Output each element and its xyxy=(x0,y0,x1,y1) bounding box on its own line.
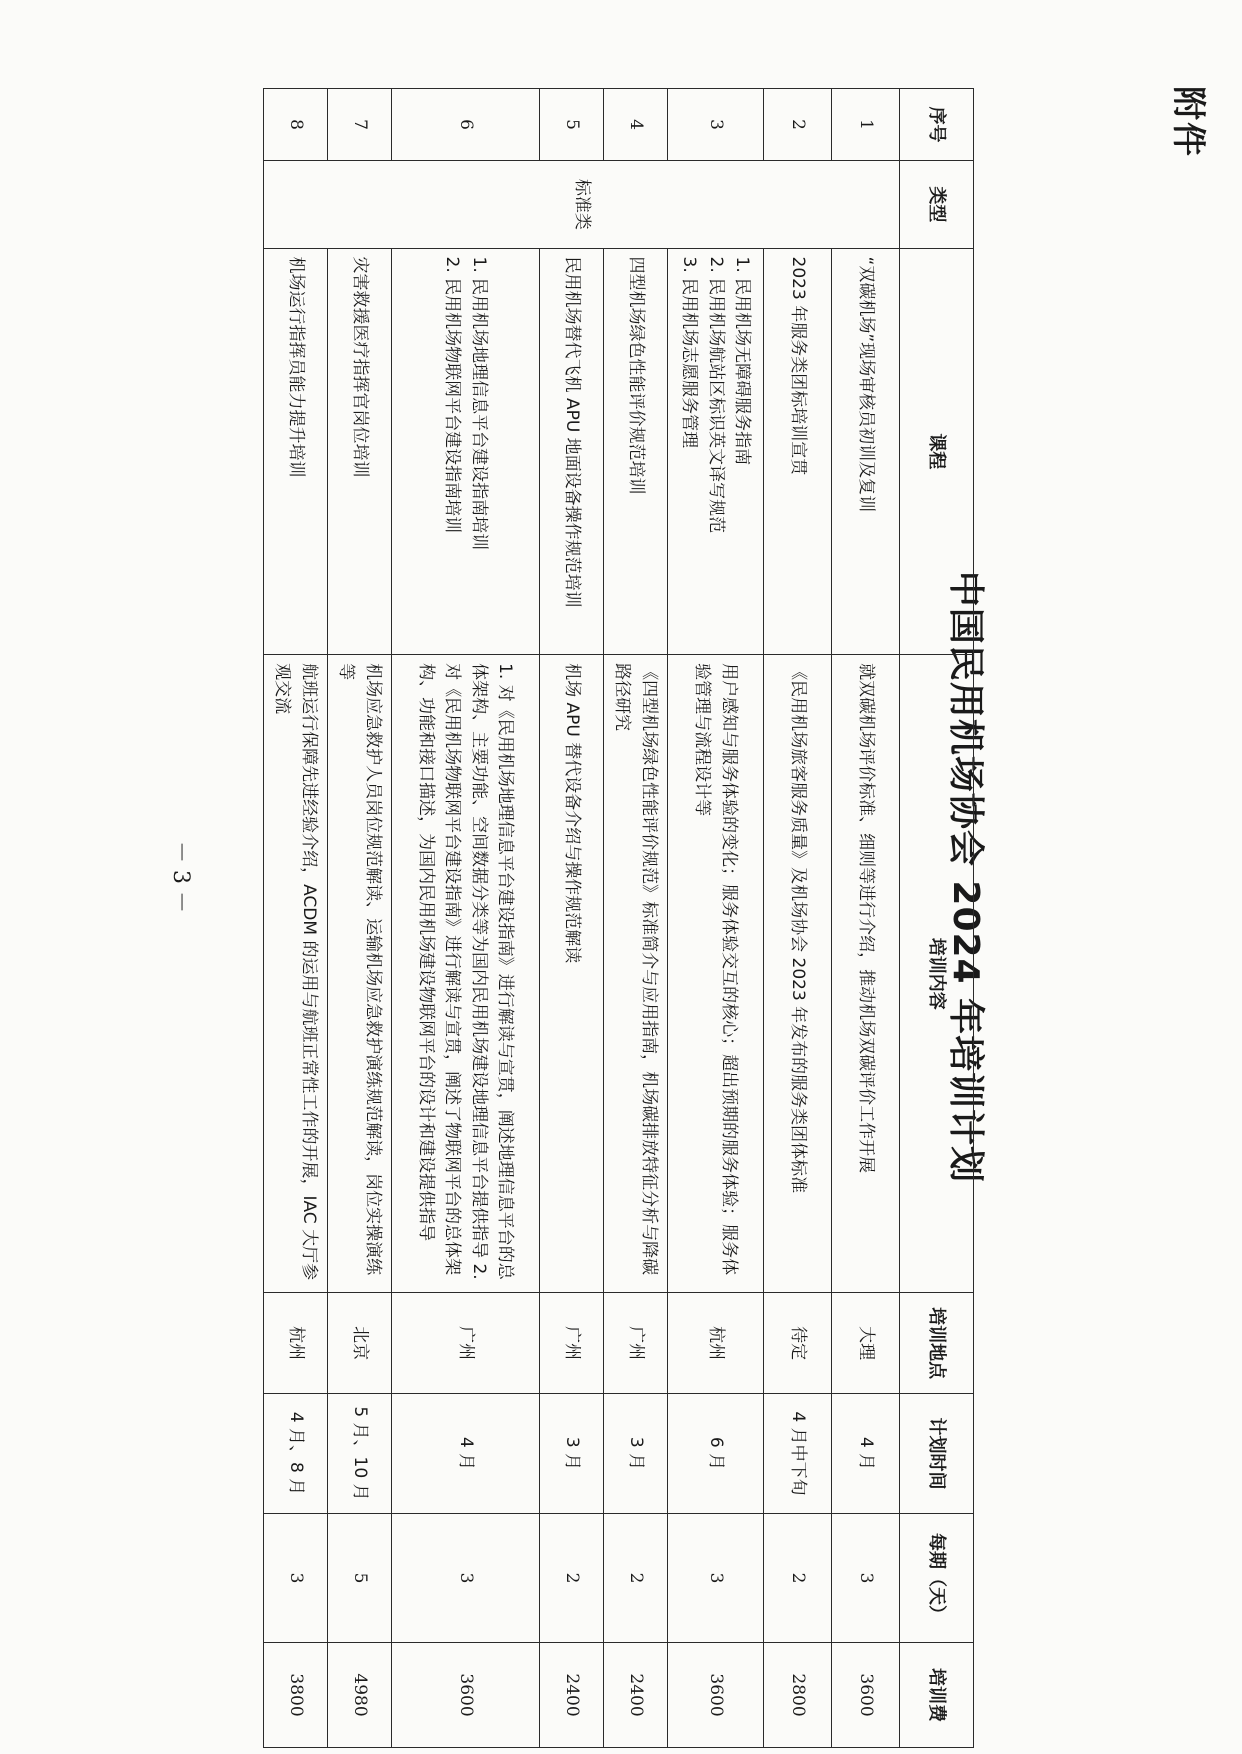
course-line: 3. 民用机场志愿服务管理 xyxy=(679,256,700,449)
header-content: 培训内容 xyxy=(900,655,974,1293)
row-location: 广州 xyxy=(392,1293,540,1394)
row-no: 7 xyxy=(328,89,392,161)
row-course xyxy=(540,248,604,655)
row-time: 3 月 xyxy=(604,1393,668,1513)
row-days: 3 xyxy=(832,1514,900,1643)
row-days: 2 xyxy=(540,1514,604,1643)
course-line: 2023 年服务类团标培训宣贯 xyxy=(787,256,808,476)
row-days: 2 xyxy=(604,1514,668,1643)
page-number: － 3 － xyxy=(168,841,193,913)
row-time: 5 月、10 月 xyxy=(328,1393,392,1513)
row-fee: 3600 xyxy=(668,1643,764,1748)
table-row xyxy=(764,89,832,1748)
header-time: 计划时间 xyxy=(900,1393,974,1513)
header-course: 课程 xyxy=(900,248,974,655)
row-days: 3 xyxy=(264,1514,328,1643)
course-line: 1. 民用机场地理信息平台建设指南培训 xyxy=(468,256,489,551)
row-course xyxy=(392,248,540,655)
row-days: 3 xyxy=(392,1514,540,1643)
table-row xyxy=(392,89,540,1748)
row-no: 3 xyxy=(668,89,764,161)
row-content: 《民用机场旅客服务质量》及机场协会 2023 年发布的服务类团体标准 xyxy=(764,655,832,1293)
row-time: 6 月 xyxy=(668,1393,764,1513)
row-fee: 3600 xyxy=(832,1643,900,1748)
row-days: 3 xyxy=(668,1514,764,1643)
row-course xyxy=(764,248,832,655)
row-no: 1 xyxy=(832,89,900,161)
course-line: 民用机场替代飞机 APU 地面设备操作规范培训 xyxy=(561,256,582,608)
row-time: 3 月 xyxy=(540,1393,604,1513)
table-row xyxy=(668,89,764,1748)
header-location: 培训地点 xyxy=(900,1293,974,1394)
course-line: 1. 民用机场无障碍服务指南 xyxy=(732,256,753,466)
course-line: 2. 民用机场物联网平台建设指南培训 xyxy=(442,256,463,534)
row-content: 机场 APU 替代设备介绍与操作规范解读 xyxy=(540,655,604,1293)
table-row xyxy=(540,89,604,1748)
training-plan-table xyxy=(263,88,974,1748)
row-fee: 4980 xyxy=(328,1643,392,1748)
row-course xyxy=(264,248,328,655)
row-time: 4 月、8 月 xyxy=(264,1393,328,1513)
row-content: 用户感知与服务体验的变化；服务体验交互的核心；超出预期的服务体验；服务体验管理与流程设计等 xyxy=(668,655,764,1293)
row-content: 机场应急救护人员岗位规范解读、运输机场应急救护演练规范解读，岗位实操演练等 xyxy=(328,655,392,1293)
row-location: 杭州 xyxy=(668,1293,764,1394)
row-no: 6 xyxy=(392,89,540,161)
header-fee: 培训费 xyxy=(900,1643,974,1748)
row-content: 就双碳机场评价标准、细则等进行介绍，推动机场双碳评价工作开展 xyxy=(832,655,900,1293)
attachment-label: 附件 xyxy=(1168,86,1208,158)
header-no: 序号 xyxy=(900,89,974,161)
row-no: 2 xyxy=(764,89,832,161)
row-time: 4 月中下旬 xyxy=(764,1393,832,1513)
row-days: 5 xyxy=(328,1514,392,1643)
course-line: 机场运行指挥员能力提升培训 xyxy=(285,256,306,478)
row-course xyxy=(604,248,668,655)
row-no: 4 xyxy=(604,89,668,161)
row-content: 1. 对《民用机场地理信息平台建设指南》进行解读与宣贯，阐述地理信息平台的总体架构、主要功能、空间数据分类等为国内民用机场建设地理信息平台提供指导 2. 对《民用机场物联网平台建设指南》进行解读与宣贯，阐述了物联网平台的总体架构、功能和接口描述，为国内民用机场建设物联网平台的设计和建设提供指导 xyxy=(392,655,540,1293)
table-row xyxy=(264,89,328,1748)
category-cell: 标准类 xyxy=(264,161,900,248)
course-line: 灾害救援医疗指挥官岗位培训 xyxy=(349,256,370,478)
row-fee: 3800 xyxy=(264,1643,328,1748)
row-course xyxy=(668,248,764,655)
row-location: 北京 xyxy=(328,1293,392,1394)
header-days: 每期（天） xyxy=(900,1514,974,1643)
row-fee: 3600 xyxy=(392,1643,540,1748)
course-line: 四型机场绿色性能评价规范培训 xyxy=(625,256,646,495)
row-course xyxy=(832,248,900,655)
course-line: 2. 民用机场航站区标识英文译写规范 xyxy=(705,256,726,534)
table-row xyxy=(328,89,392,1748)
table-header-row xyxy=(900,89,974,1748)
row-fee: 2400 xyxy=(604,1643,668,1748)
course-line: “双碳机场”现场审核员初训及复训 xyxy=(855,256,876,513)
row-time: 4 月 xyxy=(392,1393,540,1513)
row-content: 航班运行保障先进经验介绍，ACDM 的运用与航班正常性工作的开展，IAC 大厅参观交流 xyxy=(264,655,328,1293)
row-location: 大理 xyxy=(832,1293,900,1394)
row-location: 广州 xyxy=(540,1293,604,1394)
row-days: 2 xyxy=(764,1514,832,1643)
row-fee: 2400 xyxy=(540,1643,604,1748)
row-location: 杭州 xyxy=(264,1293,328,1394)
header-category: 类型 xyxy=(900,161,974,248)
table-row xyxy=(832,89,900,1748)
row-location: 广州 xyxy=(604,1293,668,1394)
row-course xyxy=(328,248,392,655)
row-no: 5 xyxy=(540,89,604,161)
row-no: 8 xyxy=(264,89,328,161)
document-title: 中国民用机场协会 2024 年培训计划 xyxy=(945,570,986,1184)
row-content: 《四型机场绿色性能评价规范》标准简介与应用指南，机场碳排放特征分析与降碳路径研究 xyxy=(604,655,668,1293)
row-time: 4 月 xyxy=(832,1393,900,1513)
table-row xyxy=(604,89,668,1748)
row-location: 待定 xyxy=(764,1293,832,1394)
row-fee: 2800 xyxy=(764,1643,832,1748)
